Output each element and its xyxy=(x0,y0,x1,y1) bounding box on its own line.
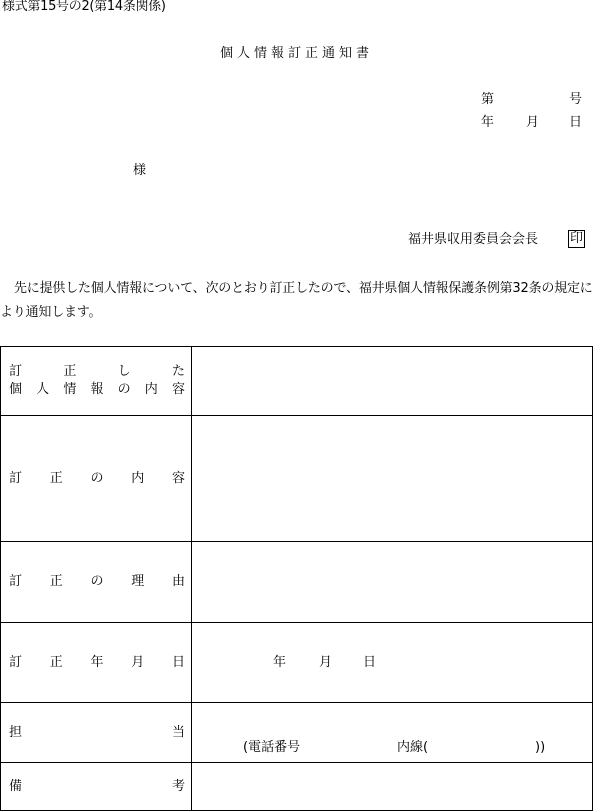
table-row-correction-date xyxy=(1,623,593,703)
label-correction-content xyxy=(1,416,192,542)
document-number-suffix: 号 xyxy=(569,92,583,107)
label-char: 担 xyxy=(9,724,23,740)
correction-date-year: 年 xyxy=(273,654,287,670)
label-line xyxy=(9,778,185,796)
label-correction-reason xyxy=(1,542,192,623)
label-line xyxy=(9,470,185,488)
correction-details-table xyxy=(0,346,593,811)
label-person-in-charge xyxy=(1,703,192,763)
label-char: 訂 xyxy=(9,574,23,589)
label-char: の xyxy=(90,574,104,589)
label-line xyxy=(9,654,185,672)
label-line xyxy=(9,573,185,591)
correction-date-field[interactable] xyxy=(192,623,593,703)
correction-reason-field[interactable] xyxy=(192,542,593,623)
label-char: 正 xyxy=(49,470,63,486)
label-char: 理 xyxy=(131,574,145,589)
label-char: 考 xyxy=(171,778,185,794)
label-char: 情 xyxy=(63,382,77,397)
label-line xyxy=(9,363,185,381)
table-row-person-in-charge xyxy=(1,703,593,763)
label-correction-date xyxy=(1,623,192,703)
document-number-prefix: 第 xyxy=(481,92,495,107)
label-char: 内 xyxy=(131,470,145,486)
label-char: 備 xyxy=(9,778,23,794)
label-remarks xyxy=(1,763,192,811)
label-char: し xyxy=(117,364,131,379)
label-char: 正 xyxy=(63,364,77,379)
label-char: 容 xyxy=(171,382,185,397)
label-char: 訂 xyxy=(9,654,23,670)
label-char: 訂 xyxy=(9,364,23,379)
addressee-honorific: 様 xyxy=(133,163,147,178)
label-line xyxy=(9,381,185,399)
table-row-remarks xyxy=(1,763,593,811)
person-in-charge-field[interactable] xyxy=(192,703,593,763)
issuer-name: 福井県収用委員会会長 xyxy=(408,232,539,247)
remarks-field[interactable] xyxy=(192,763,593,811)
label-char: 報 xyxy=(90,382,104,397)
label-char: 訂 xyxy=(9,470,23,486)
issue-date-day: 日 xyxy=(569,115,583,130)
label-char: 由 xyxy=(171,574,185,589)
label-char: の xyxy=(117,382,131,397)
label-char: 正 xyxy=(49,574,63,589)
extension-label: 内線( xyxy=(397,740,429,755)
label-char: 容 xyxy=(171,470,185,486)
label-char: 日 xyxy=(171,654,185,670)
correction-content-field[interactable] xyxy=(192,416,593,542)
table-row-corrected-info xyxy=(1,347,593,416)
label-char: の xyxy=(90,470,104,486)
label-char: 個 xyxy=(9,382,23,397)
label-char: 月 xyxy=(131,654,145,670)
phone-number-label: (電話番号 xyxy=(243,740,301,755)
seal-mark: 印 xyxy=(569,231,583,246)
corrected-personal-info-field[interactable] xyxy=(192,347,593,416)
correction-date-month: 月 xyxy=(319,654,333,670)
correction-date-day: 日 xyxy=(363,654,377,670)
label-char: 内 xyxy=(144,382,158,397)
document-title: 個人情報訂正通知書 xyxy=(219,46,373,61)
label-line xyxy=(9,724,185,742)
form-number: 様式第15号の2(第14条関係) xyxy=(2,0,166,14)
label-char: 人 xyxy=(36,382,50,397)
closing-parentheses: )) xyxy=(535,740,546,755)
label-char: 年 xyxy=(90,654,104,670)
notice-body-text: 先に提供した個人情報について、次のとおり訂正したので、福井県個人情報保護条例第32条の規定により通知します。 xyxy=(0,281,593,320)
table-row-correction-reason xyxy=(1,542,593,623)
label-corrected-personal-info xyxy=(1,347,192,416)
label-char: 当 xyxy=(171,724,185,740)
issue-date-month: 月 xyxy=(526,115,540,130)
issue-date-year: 年 xyxy=(481,115,495,130)
label-char: た xyxy=(171,364,185,379)
label-char: 正 xyxy=(49,654,63,670)
table-row-correction-content xyxy=(1,416,593,542)
